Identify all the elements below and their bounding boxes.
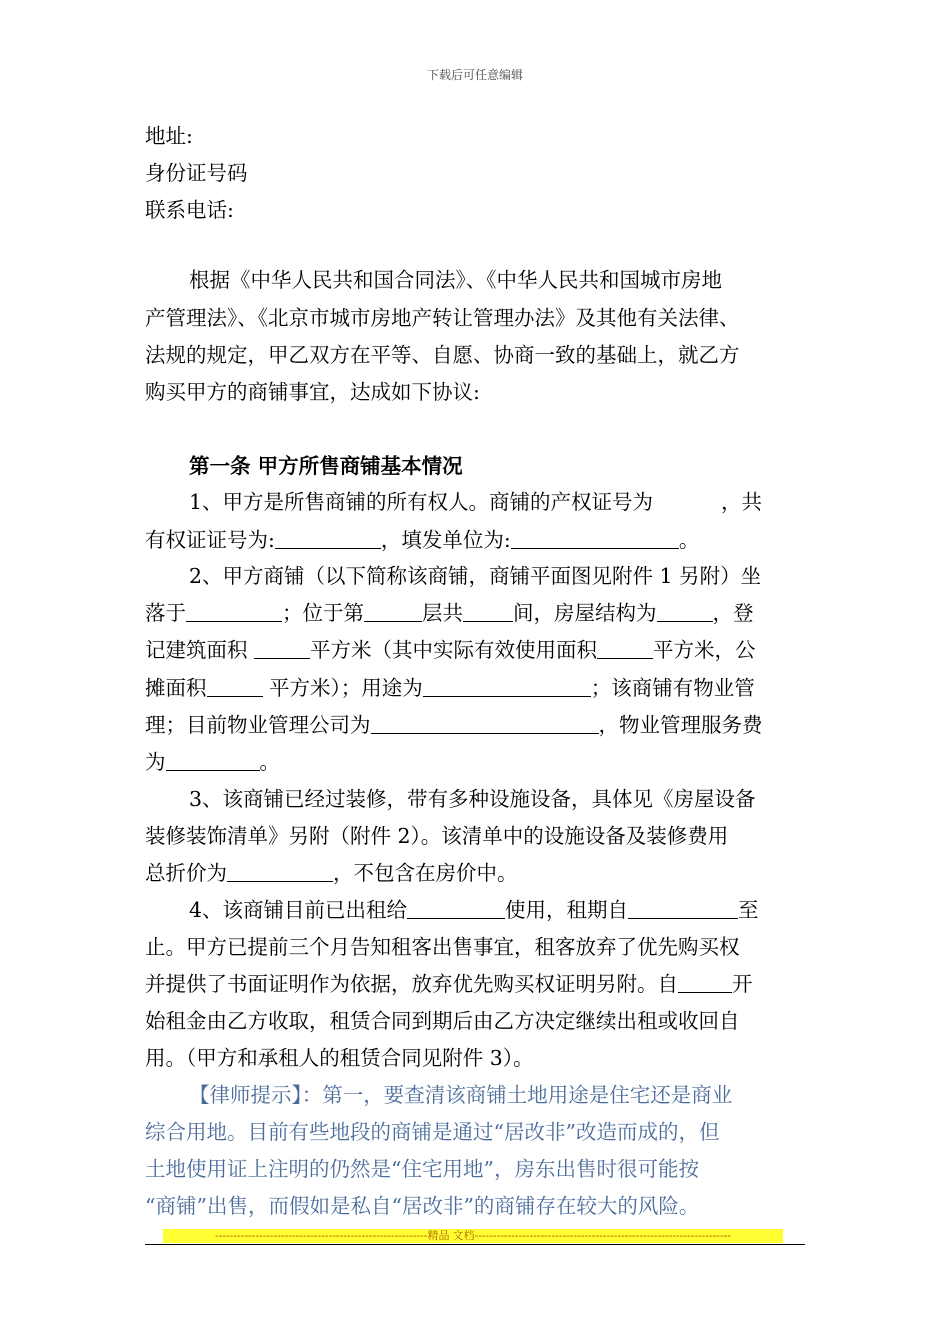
p4-line-2: 止。甲方已提前三个月告知租客出售事宜，租客放弃了优先购买权 [145, 935, 740, 959]
phone-label: 联系电话: [145, 198, 234, 222]
p3-line-1: 3、该商铺已经过装修，带有多种设施设备，具体见《房屋设备 [189, 787, 756, 811]
lawyer-tip-line-1: 【律师提示】：第一，要查清该商铺土地用途是住宅还是商业 [189, 1083, 733, 1107]
intro-line-1: 根据《中华人民共和国合同法》、《中华人民共和国城市房地 [189, 268, 722, 292]
p2-line-3: 记建筑面积 平方米（其中实际有效使用面积 平方米，公 [145, 638, 756, 662]
p4-line-5: 用。（甲方和承租人的租赁合同见附件 3）。 [145, 1046, 534, 1070]
p1-line-2: 有权证证号为: ，填发单位为: 。 [145, 528, 700, 552]
header-note: 下载后可任意编辑 [426, 68, 523, 82]
intro-line-3: 法规的规定，甲乙双方在平等、自愿、协商一致的基础上，就乙方 [145, 343, 740, 367]
p2-line-4: 摊面积 平方米）；用途为 ；该商铺有物业管 [145, 676, 755, 700]
p4-line-1: 4、该商铺目前已出租给 使用，租期自 至 [189, 898, 759, 922]
lawyer-tip-line-3: 土地使用证上注明的仍然是“住宅用地”，房东出售时很可能按 [145, 1157, 699, 1181]
p2-line-2: 落于 ；位于第 层共 间，房屋结构为 ，登 [145, 601, 754, 625]
intro-line-2: 产管理法》、《北京市城市房地产转让管理办法》及其他有关法律、 [145, 306, 740, 330]
p2-line-5: 理；目前物业管理公司为 ，物业管理服务费 [145, 713, 763, 737]
id-number-label: 身份证号码 [145, 161, 248, 185]
footer-rule [145, 1244, 805, 1245]
article-1-title: 第一条 甲方所售商铺基本情况 [189, 454, 463, 478]
p2-line-6: 为 。 [145, 750, 280, 774]
footer-band: ----------------------------------------------------------精品 文档---------------------------------------------------------------------- [163, 1229, 783, 1243]
p3-line-3: 总折价为 ，不包含在房价中。 [145, 861, 518, 885]
lawyer-tip-line-4: “商铺”出售，而假如是私自“居改非”的商铺存在较大的风险。 [145, 1194, 700, 1218]
p1-line-1: 1、甲方是所售商铺的所有权人。商铺的产权证号为 ，共 [189, 490, 763, 514]
address-label: 地址: [145, 124, 193, 148]
p3-line-2: 装修装饰清单》另附（附件 2）。该清单中的设施设备及装修费用 [145, 824, 729, 848]
p2-line-1: 2、甲方商铺（以下简称该商铺，商铺平面图见附件 1 另附）坐 [189, 564, 762, 588]
intro-line-4: 购买甲方的商铺事宜，达成如下协议: [145, 380, 480, 404]
p4-line-3: 并提供了书面证明作为依据，放弃优先购买权证明另附。自 开 [145, 972, 753, 996]
p4-line-4: 始租金由乙方收取，租赁合同到期后由乙方决定继续出租或收回自 [145, 1009, 740, 1033]
lawyer-tip-line-2: 综合用地。目前有些地段的商铺是通过“居改非”改造而成的，但 [145, 1120, 720, 1144]
